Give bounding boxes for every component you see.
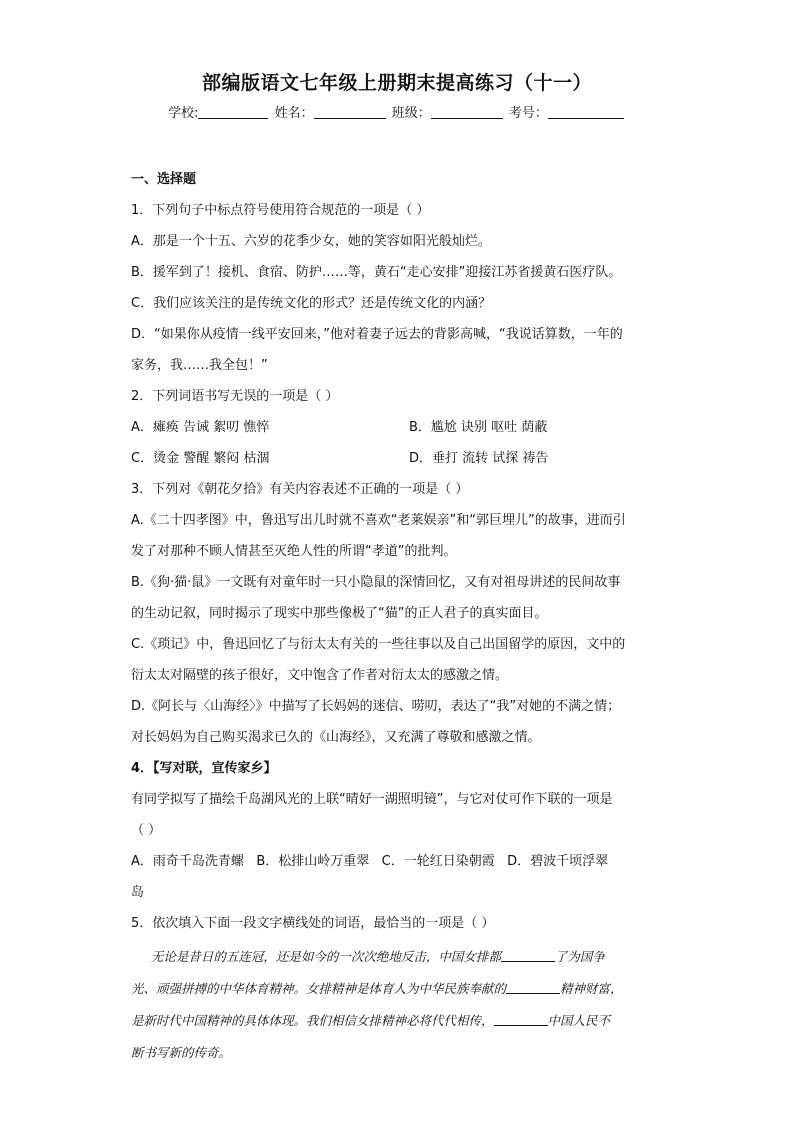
exam-title: 部编版语文七年级上册期末提高练习（十一） [201,72,592,94]
q4-option-b: B．松排山岭万重翠 [256,854,370,869]
class-label: 班级： [391,106,431,121]
number-blank[interactable] [548,105,624,119]
q2-stem: 2．下列词语书写无误的一项是（ ） [131,389,339,404]
q2-option-c: C．烫金 警醒 繁闷 枯涸 [131,451,270,466]
q2-option-a: A．瘫痪 告诫 絮叨 憔悴 [131,420,270,435]
q2-row-2 [131,443,663,474]
passage-line-1 [131,941,663,973]
q1-option-c: C．我们应该关注的是传统文化的形式？还是传统文化的内涵？ [131,296,492,311]
q2-option-b: B．尴尬 诀别 呕吐 荫蔽 [409,420,548,435]
passage-line-3 [131,1005,663,1037]
q4-prompt-line2: （ ） [131,823,162,838]
school-label: 学校: [168,106,199,121]
passage-text-2b: 精神财富， [560,981,623,996]
q2-row-1 [131,412,663,443]
blank-1[interactable] [501,949,555,962]
q3-option-a-line2: 发了对那种不顾人情甚至灭绝人性的所谓“孝道”的批判。 [131,544,457,559]
q4-option-d-wrap: 岛 [131,885,145,900]
name-blank[interactable] [314,105,386,119]
passage-text-1b: 了为国争 [554,949,605,964]
school-blank[interactable] [198,105,268,119]
q4-options-row [131,846,663,877]
section-heading: 一、选择题 [131,172,197,187]
q1-stem: 1．下列句子中标点符号使用符合规范的一项是（ ） [131,203,430,218]
student-info-line [0,102,794,121]
q5-stem: 5．依次填入下面一段文字横线处的词语，最恰当的一项是（ ） [131,916,495,931]
q3-option-d-line2: 对长妈妈为自己购买渴求已久的《山海经》，又充满了尊敬和感激之情。 [131,730,541,745]
question-content [131,164,663,1069]
number-label: 考号： [508,106,548,121]
q3-option-c-line1: C.《琐记》中，鲁迅回忆了与衍太太有关的一些往事以及自己出国留学的原因，文中的 [131,637,626,652]
name-label: 姓名： [274,106,314,121]
q2-option-d: D．垂打 流转 试探 祷告 [409,451,549,466]
passage-text-3b: 中国人民不 [547,1013,611,1028]
q4-option-a: A．雨奇千岛洗青螺 [131,854,244,869]
q3-option-b-line1: B.《狗·猫·鼠》一文既有对童年时一只小隐鼠的深情回忆，又有对祖母讲述的民间故事 [131,575,621,590]
passage-text-2a: 光、顽强拼搏的中华体育精神。女排精神是体育人为中华民族奉献的 [131,981,507,996]
passage-line-4: 断书写新的传奇。 [131,1045,232,1060]
q4-option-d: D．碧波千顷浮翠 [507,854,609,869]
passage-line-2 [131,973,663,1005]
q1-option-d-line2: 家务，我……我全包！” [131,358,268,373]
passage-text-1a: 无论是昔日的五连冠，还是如今的一次次绝地反击，中国女排都 [150,949,501,964]
q4-option-c: C．一轮红日染朝霞 [381,854,495,869]
passage-text-3a: 是新时代中国精神的具体体现。我们相信女排精神必将代代相传， [131,1013,494,1028]
q4-prompt-line1: 有同学拟写了描绘千岛湖风光的上联“晴好一湖照明镜”，与它对仗可作下联的一项是 [131,792,613,807]
q3-option-c-line2: 衍太太对隔壁的孩子很好，文中饱含了作者对衍太太的感激之情。 [131,668,509,683]
q3-stem: 3．下列对《朝花夕拾》有关内容表述不正确的一项是（ ） [131,482,469,497]
q1-option-d-line1: D．“如果你从疫情一线平安回来，”他对着妻子远去的背影高喊，“我说话算数，一年的 [131,327,623,342]
blank-3[interactable] [494,1013,548,1026]
q1-option-a: A．那是一个十五、六岁的花季少女，她的笑容如阳光般灿烂。 [131,234,491,249]
q1-option-b: B．援军到了！接机、食宿、防护……等，黄石“走心安排”迎接江苏省援黄石医疗队。 [131,265,622,280]
class-blank[interactable] [431,105,503,119]
q3-option-a-line1: A.《二十四孝图》中，鲁迅写出儿时就不喜欢“老莱娱亲”和“郭巨埋儿”的故事，进而引 [131,513,626,528]
q3-option-d-line1: D.《阿长与〈山海经〉》中描写了长妈妈的迷信、唠叨，表达了“我”对她的不满之情； [131,699,621,714]
q4-stem: 4．【写对联，宣传家乡】 [131,761,277,776]
q3-option-b-line2: 的生动记叙，同时揭示了现实中那些像极了“猫”的正人君子的真实面目。 [131,606,548,621]
blank-2[interactable] [506,981,560,994]
q5-passage [131,941,663,1069]
